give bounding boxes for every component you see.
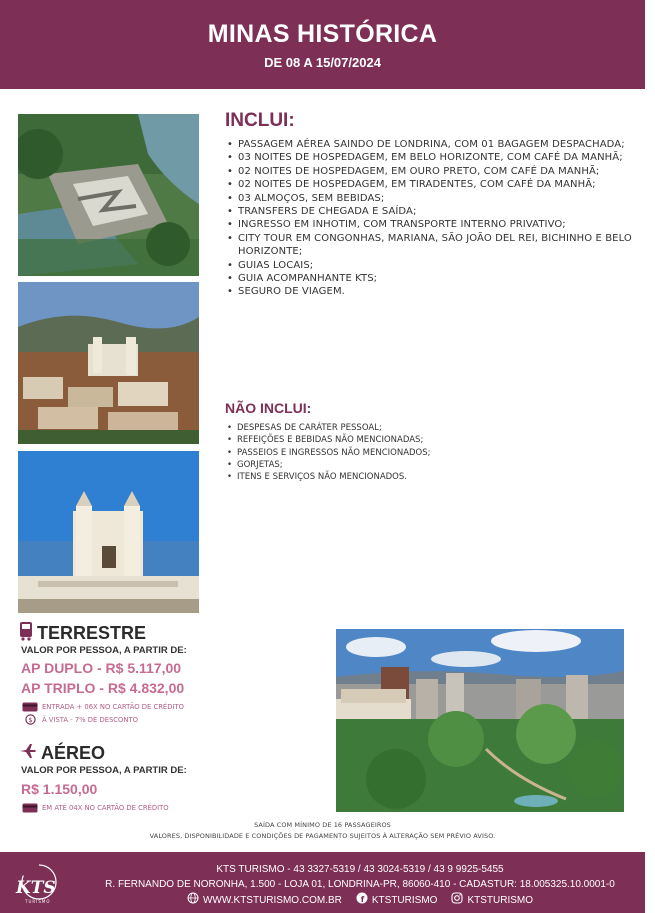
price-triple: AP TRIPLO - R$ 4.832,00 [21, 680, 185, 696]
airplane-icon [19, 742, 37, 764]
terrestre-card-note: ENTRADA + 06X NO CARTÃO DE CRÉDITO [21, 700, 319, 713]
bus-icon [19, 621, 33, 645]
terrestre-heading [19, 622, 319, 644]
list-item: • GUIAS LOCAIS; [225, 259, 635, 272]
trip-dates: DE 08 A 15/07/2024 [264, 55, 381, 70]
aereo-card-note: EM ATÉ 04X NO CARTÃO DE CRÉDITO [21, 801, 319, 814]
list-item: • ITENS E SERVIÇOS NÃO MENCIONADOS. [225, 471, 635, 483]
list-item: • 02 NOITES DE HOSPEDAGEM, EM OURO PRETO, COM CAFÉ DA MANHÃ; [225, 165, 635, 178]
list-item: • 03 ALMOÇOS, SEM BEBIDAS; [225, 192, 635, 205]
credit-card-icon [21, 803, 39, 813]
list-item: • PASSEIOS E INGRESSOS NÃO MENCIONADOS; [225, 447, 635, 459]
logo-subtext: TURISMO [25, 899, 51, 904]
list-item: • CITY TOUR EM CONGONHAS, MARIANA, SÃO JOÃO DEL REI, BICHINHO E BELO HORIZONTE; [225, 232, 635, 259]
credit-card-icon [21, 702, 39, 712]
pricing-section [19, 622, 319, 814]
terrestre-title: TERRESTRE [37, 622, 147, 643]
footer-banner [0, 852, 645, 913]
list-item: • SEGURO DE VIAGEM. [225, 285, 635, 298]
list-item: • 03 NOITES DE HOSPEDAGEM, EM BELO HORIZONTE, COM CAFÉ DA MANHÃ; [225, 151, 635, 164]
terrestre-per-person: VALOR POR PESSOA, A PARTIR DE: [21, 645, 187, 656]
list-item: • REFEIÇÕES E BEBIDAS NÃO MENCIONADAS; [225, 434, 635, 446]
instagram-link[interactable]: KTSTURISMO [451, 892, 533, 909]
list-item: • DESPESAS DE CARÁTER PESSOAL; [225, 422, 635, 434]
list-item: • TRANSFERS DE CHEGADA E SAÍDA; [225, 205, 635, 218]
page-title: MINAS HISTÓRICA [207, 20, 438, 48]
aereo-per-person: VALOR POR PESSOA, A PARTIR DE: [21, 765, 187, 776]
footer-address: R. FERNANDO DE NORONHA, 1.500 - LOJA 01, LONDRINA-PR, 86060-410 - CADASTUR: 18.005325.10.0001-0 [105, 879, 615, 890]
min-passengers-note: SAÍDA COM MÍNIMO DE 16 PASSAGEIROS [254, 821, 391, 829]
list-item: • GORJETAS; [225, 459, 635, 471]
list-item: • INGRESSO EM INHOTIM, COM TRANSPORTE INTERNO PRIVATIVO; [225, 218, 635, 231]
conditions-note: VALORES, DISPONIBILIDADE E CONDIÇÕES DE PAGAMENTO SUJEITOS À ALTERAÇÃO SEM PRÉVIO AVISO. [149, 832, 496, 840]
price-double: AP DUPLO - R$ 5.117,00 [21, 660, 182, 676]
photo-belo-horizonte [336, 629, 624, 812]
money-icon [21, 714, 39, 725]
photo-congonhas-church [18, 451, 199, 613]
header-banner [0, 0, 645, 89]
instagram-icon [451, 892, 463, 909]
footer-info [75, 862, 645, 909]
list-item: • 02 NOITES DE HOSPEDAGEM, EM TIRADENTES, COM CAFÉ DA MANHÃ; [225, 178, 635, 191]
svg-text:f: f [360, 895, 365, 904]
footer-links [75, 892, 645, 909]
kts-logo [12, 862, 66, 906]
logo-text: KTS [16, 878, 56, 898]
includes-section [225, 110, 635, 299]
aereo-title: AÉREO [41, 742, 106, 763]
excludes-section [225, 400, 635, 483]
website-link[interactable]: WWW.KTSTURISMO.COM.BR [187, 892, 342, 909]
list-item: • GUIA ACOMPANHANTE KTS; [225, 272, 635, 285]
facebook-icon [356, 892, 368, 909]
globe-icon [187, 892, 199, 909]
footer-phones: KTS TURISMO - 43 3327-5319 / 43 3024-5319 / 43 9 9925-5455 [216, 864, 504, 875]
list-item: • PASSAGEM AÉREA SAINDO DE LONDRINA, COM 01 BAGAGEM DESPACHADA; [225, 138, 635, 151]
facebook-link[interactable]: f KTSTURISMO [356, 892, 438, 909]
excludes-list [225, 422, 635, 483]
includes-list [225, 138, 635, 299]
aereo-heading [19, 742, 319, 764]
price-aereo: R$ 1.150,00 [21, 781, 98, 797]
terrestre-cash-note: $ À VISTA - 7% DE DESCONTO [21, 713, 319, 726]
includes-title: INCLUI: [225, 110, 295, 131]
excludes-title: NÃO INCLUI: [225, 400, 312, 416]
photo-ouro-preto [18, 282, 199, 444]
svg-text:$: $ [27, 716, 33, 724]
photo-inhotim [18, 114, 199, 276]
